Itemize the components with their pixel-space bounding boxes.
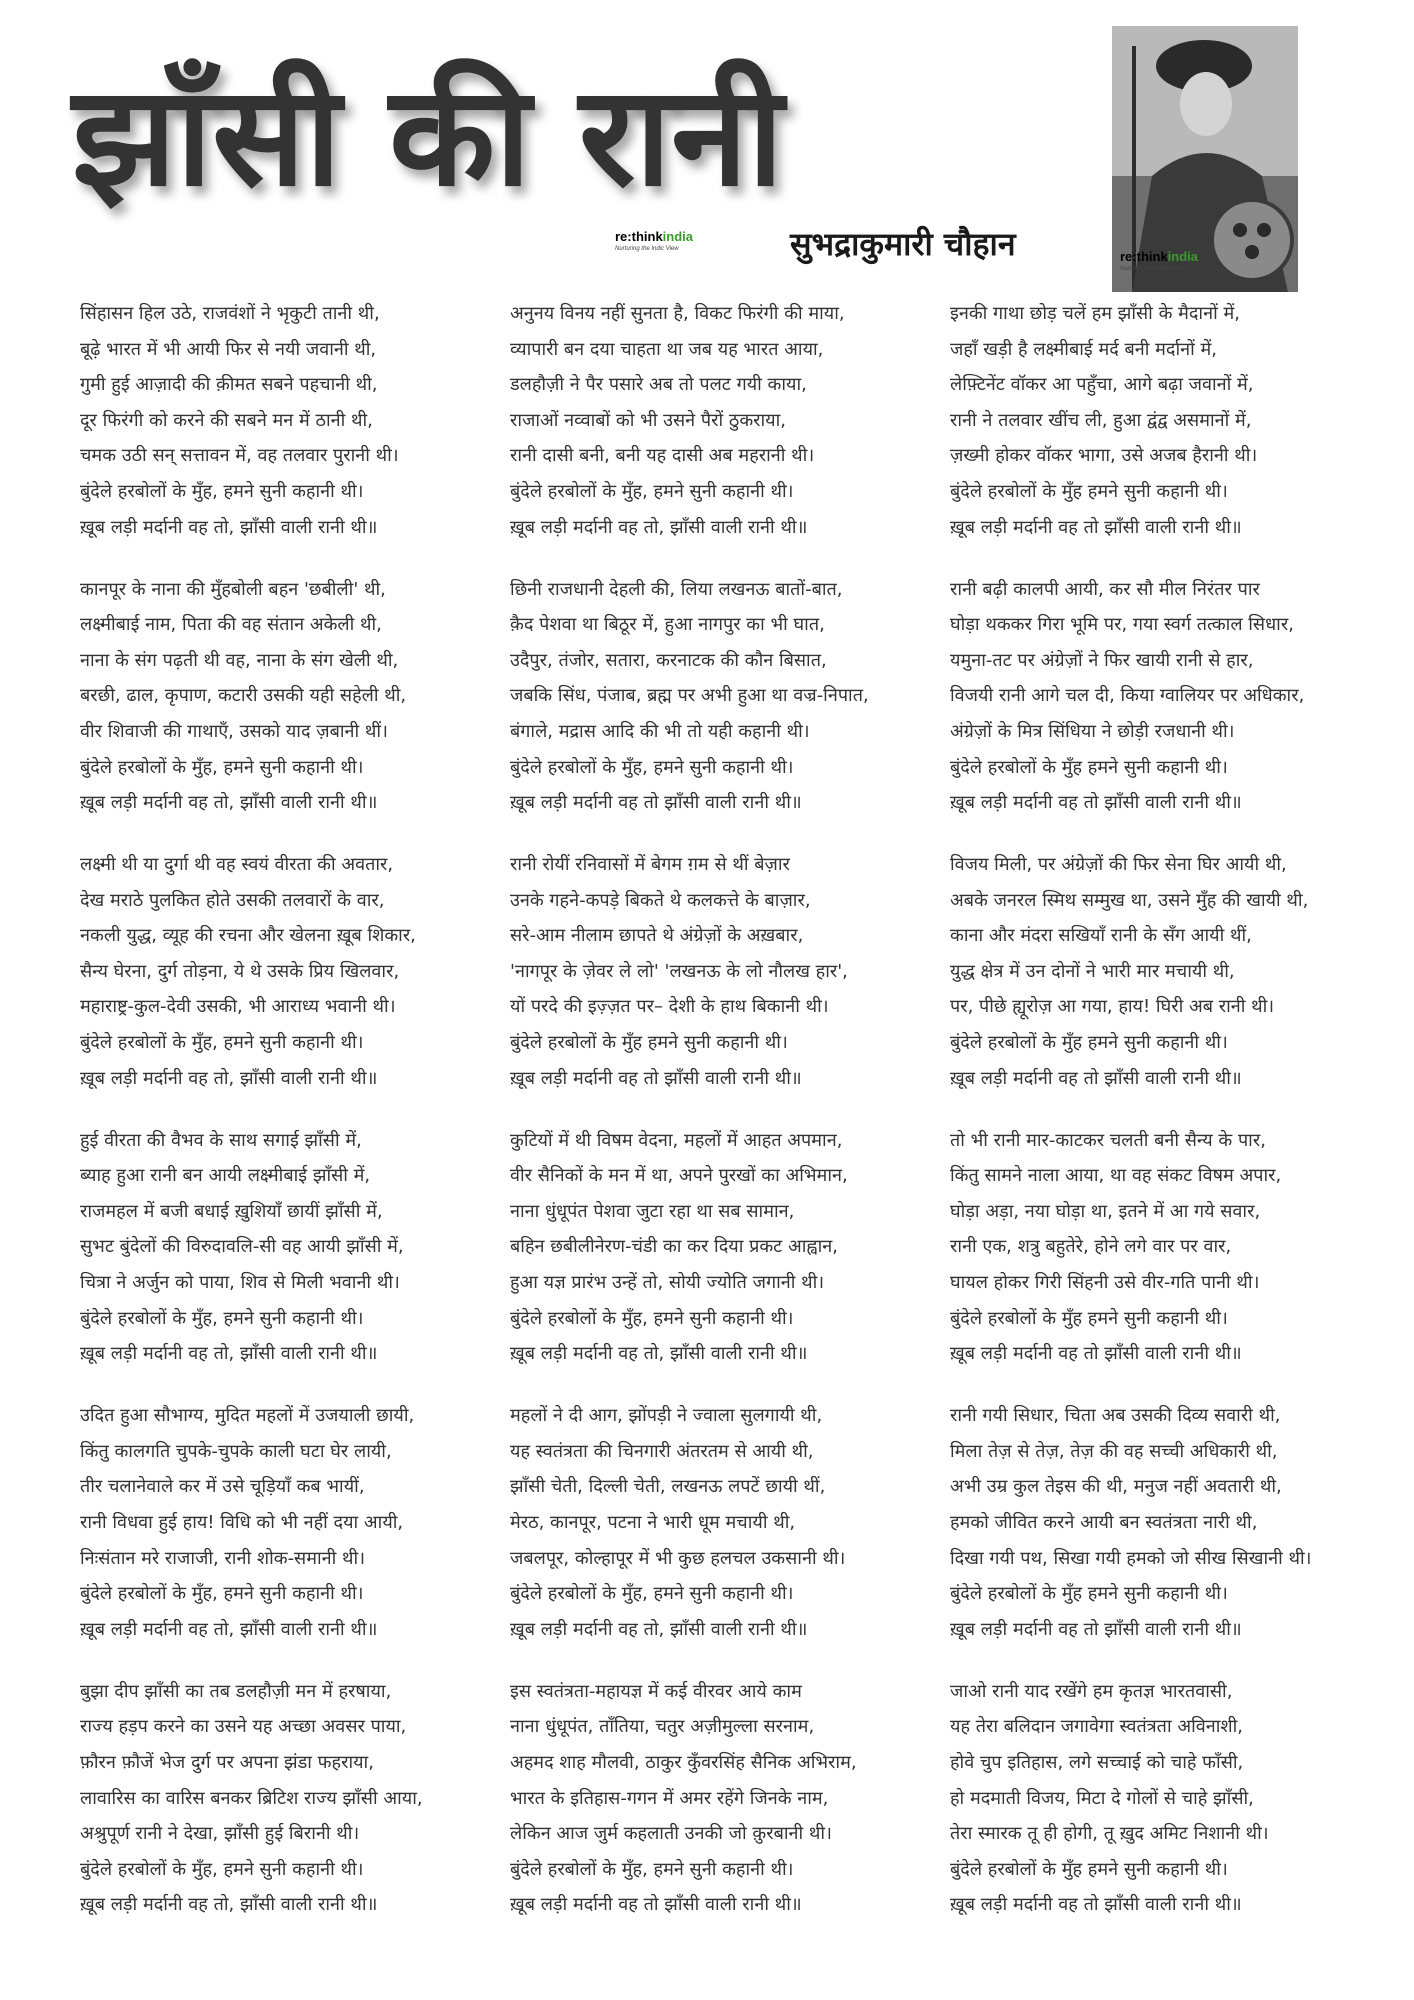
poem-line: व्यापारी बन दया चाहता था जब यह भारत आया, bbox=[510, 338, 824, 360]
stanza bbox=[80, 1398, 423, 1647]
poem-line: मिला तेज़ से तेज़, तेज़ की वह सच्ची अधिकारी थी, bbox=[950, 1440, 1278, 1462]
poem-line: चमक उठी सन् सत्तावन में, वह तलवार पुरानी थी। bbox=[80, 445, 399, 467]
poem-line: किंतु सामने नाला आया, था वह संकट विषम अपार, bbox=[950, 1165, 1282, 1187]
poem-line: यों परदे की इज़्ज़त पर– देशी के हाथ बिकानी थी। bbox=[510, 996, 829, 1018]
poem-line: लेकिन आज जुर्म कहलाती उनकी जो क़ुरबानी थी। bbox=[510, 1823, 832, 1845]
poem-line: वीर सैनिकों के मन में था, अपने पुरखों का अभिमान, bbox=[510, 1165, 848, 1187]
poem-line: बुंदेले हरबोलों के मुँह हमने सुनी कहानी थी। bbox=[950, 756, 1228, 778]
poem-line: सैन्य घेरना, दुर्ग तोड़ना, ये थे उसके प्रिय खिलवार, bbox=[80, 960, 400, 982]
stanza bbox=[80, 1123, 423, 1372]
poem-line: घायल होकर गिरी सिंहनी उसे वीर-गति पानी थी। bbox=[950, 1272, 1260, 1294]
poem-line: हमको जीवित करने आयी बन स्वतंत्रता नारी थी, bbox=[950, 1511, 1258, 1533]
poem-line: बुंदेले हरबोलों के मुँह, हमने सुनी कहानी थी। bbox=[510, 1307, 794, 1329]
poem-line: बुंदेले हरबोलों के मुँह, हमने सुनी कहानी थी। bbox=[80, 756, 364, 778]
poem-line: अबके जनरल स्मिथ सम्मुख था, उसने मुँह की खायी थी, bbox=[950, 889, 1309, 911]
poem-line: दूर फिरंगी को करने की सबने मन में ठानी थी, bbox=[80, 409, 373, 431]
poem-line: लक्ष्मीबाई नाम, पिता की वह संतान अकेली थी, bbox=[80, 614, 382, 636]
poem-line: रानी ने तलवार खींच ली, हुआ द्वंद्व असमानों में, bbox=[950, 409, 1252, 431]
poem-column-1 bbox=[80, 296, 423, 1949]
poem-line: घोड़ा अड़ा, नया घोड़ा था, इतने में आ गये सवार, bbox=[950, 1200, 1261, 1222]
poem-line: रानी गयी सिधार, चिता अब उसकी दिव्य सवारी थी, bbox=[950, 1405, 1281, 1427]
poem-line: विजयी रानी आगे चल दी, किया ग्वालियर पर अधिकार, bbox=[950, 685, 1305, 707]
poem-line: सरे-आम नीलाम छापते थे अंग्रेज़ों के अख़बार, bbox=[510, 925, 804, 947]
poem-line: नकली युद्ध, व्यूह की रचना और खेलना ख़ूब शिकार, bbox=[80, 925, 416, 947]
poem-line: ख़ूब लड़ी मर्दानी वह तो झाँसी वाली रानी थी॥ bbox=[510, 1894, 802, 1916]
poem-line: सिंहासन हिल उठे, राजवंशों ने भृकुटी तानी थी, bbox=[80, 303, 380, 324]
poem-line: डलहौज़ी ने पैर पसारे अब तो पलट गयी काया, bbox=[510, 374, 807, 396]
poem-line: लावारिस का वारिस बनकर ब्रिटिश राज्य झाँसी आया, bbox=[80, 1787, 423, 1809]
poem-title: झाँसी की रानी bbox=[72, 56, 784, 217]
rethink-india-logo bbox=[615, 230, 735, 264]
poem-line: ख़ूब लड़ी मर्दानी वह तो झाँसी वाली रानी थी॥ bbox=[950, 1618, 1242, 1640]
poem-line: पर, पीछे ह्यूरोज़ आ गया, हाय! घिरी अब रानी थी। bbox=[950, 996, 1275, 1018]
poem-line: विजय मिली, पर अंग्रेज़ों की फिर सेना घिर आयी थी, bbox=[950, 854, 1287, 876]
stanza bbox=[80, 572, 423, 821]
poem-line: ख़ूब लड़ी मर्दानी वह तो झाँसी वाली रानी थी॥ bbox=[950, 1894, 1242, 1916]
poem-line: बुंदेले हरबोलों के मुँह, हमने सुनी कहानी थी। bbox=[510, 1858, 794, 1880]
poem-line: ख़ूब लड़ी मर्दानी वह तो, झाँसी वाली रानी थी॥ bbox=[80, 792, 378, 814]
poem-line: 'नागपूर के ज़ेवर ले लो' 'लखनऊ के लो नौलख हार', bbox=[510, 960, 848, 982]
poem-line: छिनी राजधानी देहली की, लिया लखनऊ बातों-बात, bbox=[510, 578, 843, 600]
poem-line: राजाओं नव्वाबों को भी उसने पैरों ठुकराया, bbox=[510, 409, 786, 431]
logo-tagline: Nurturing the Indic View bbox=[615, 246, 679, 252]
poem-line: बुंदेले हरबोलों के मुँह हमने सुनी कहानी थी। bbox=[950, 1307, 1228, 1329]
poem-line: मेरठ, कानपूर, पटना ने भारी धूम मचायी थी, bbox=[510, 1511, 796, 1533]
poem-line: ख़ूब लड़ी मर्दानी वह तो झाँसी वाली रानी थी॥ bbox=[950, 1067, 1242, 1089]
poem-line: बुंदेले हरबोलों के मुँह हमने सुनी कहानी थी। bbox=[950, 1032, 1228, 1054]
stanza bbox=[950, 1123, 1311, 1372]
poem-line: ज़ख्मी होकर वॉकर भागा, उसे अजब हैरानी थी। bbox=[950, 445, 1258, 467]
poem-line: बुंदेले हरबोलों के मुँह हमने सुनी कहानी थी। bbox=[950, 480, 1228, 502]
poem-line: बुंदेले हरबोलों के मुँह, हमने सुनी कहानी थी। bbox=[80, 480, 364, 502]
poem-line: झाँसी चेती, दिल्ली चेती, लखनऊ लपटें छायी थीं, bbox=[510, 1476, 826, 1498]
poem-line: गुमी हुई आज़ादी की क़ीमत सबने पहचानी थी, bbox=[80, 374, 378, 396]
poem-line: होवे चुप इतिहास, लगे सच्चाई को चाहे फाँसी, bbox=[950, 1751, 1244, 1773]
poem-line: लक्ष्मी थी या दुर्गा थी वह स्वयं वीरता की अवतार, bbox=[80, 854, 394, 876]
poem-line: किंतु कालगति चुपके-चुपके काली घटा घेर लायी, bbox=[80, 1440, 392, 1462]
poem-line: रानी रोयीं रनिवासों में बेगम ग़म से थीं बेज़ार bbox=[510, 854, 790, 876]
poem-line: चित्रा ने अर्जुन को पाया, शिव से मिली भवानी थी। bbox=[80, 1272, 400, 1294]
poem-line: अश्रुपूर्ण रानी ने देखा, झाँसी हुई बिरानी थी। bbox=[80, 1823, 360, 1845]
poem-line: बुंदेले हरबोलों के मुँह, हमने सुनी कहानी थी। bbox=[80, 1583, 364, 1605]
poem-line: अनुनय विनय नहीं सुनता है, विकट फिरंगी की माया, bbox=[510, 303, 845, 324]
stanza bbox=[80, 1674, 423, 1923]
poem-line: तीर चलानेवाले कर में उसे चूड़ियाँ कब भायीं, bbox=[80, 1476, 365, 1498]
poem-line: रानी दासी बनी, बनी यह दासी अब महरानी थी। bbox=[510, 445, 815, 467]
poem-line: नाना के संग पढ़ती थी वह, नाना के संग खेली थी, bbox=[80, 649, 399, 671]
poem-line: ब्याह हुआ रानी बन आयी लक्ष्मीबाई झाँसी में, bbox=[80, 1165, 371, 1187]
poem-line: यमुना-तट पर अंग्रेज़ों ने फिर खायी रानी से हार, bbox=[950, 649, 1254, 671]
poem-line: यह तेरा बलिदान जगावेगा स्वतंत्रता अविनाशी, bbox=[950, 1716, 1244, 1738]
poem-line: बंगाले, मद्रास आदि की भी तो यही कहानी थी। bbox=[510, 720, 810, 742]
poem-line: बुंदेले हरबोलों के मुँह, हमने सुनी कहानी थी। bbox=[80, 1858, 364, 1880]
poem-line: ख़ूब लड़ी मर्दानी वह तो झाँसी वाली रानी थी॥ bbox=[950, 792, 1242, 814]
poem-column-3 bbox=[950, 296, 1311, 1949]
poem-line: उनके गहने-कपड़े बिकते थे कलकत्ते के बाज़ार, bbox=[510, 889, 811, 911]
poem-line: ख़ूब लड़ी मर्दानी वह तो, झाँसी वाली रानी थी॥ bbox=[80, 1343, 378, 1365]
poem-line: ख़ूब लड़ी मर्दानी वह तो झाँसी वाली रानी थी॥ bbox=[510, 792, 802, 814]
stanza bbox=[950, 572, 1311, 821]
poem-line: उदैपुर, तंजोर, सतारा, करनाटक की कौन बिसात, bbox=[510, 649, 827, 671]
poem-line: बुंदेले हरबोलों के मुँह हमने सुनी कहानी थी। bbox=[950, 1858, 1228, 1880]
poem-line: ख़ूब लड़ी मर्दानी वह तो झाँसी वाली रानी थी॥ bbox=[950, 516, 1242, 538]
poem-line: बुंदेले हरबोलों के मुँह, हमने सुनी कहानी थी। bbox=[510, 756, 794, 778]
logo-brand-dark: re:think bbox=[615, 229, 663, 244]
poem-line: अहमद शाह मौलवी, ठाकुर कुँवरसिंह सैनिक अभिराम, bbox=[510, 1751, 857, 1773]
logo-tagline: Nurturing the Indic View bbox=[1120, 266, 1184, 272]
poem-line: घोड़ा थककर गिरा भूमि पर, गया स्वर्ग तत्काल सिधार, bbox=[950, 614, 1294, 636]
poem-line: वीर शिवाजी की गाथाएँ, उसको याद ज़बानी थीं। bbox=[80, 720, 388, 742]
poem-line: फ़ौरन फ़ौजें भेज दुर्ग पर अपना झंडा फहराया, bbox=[80, 1751, 374, 1773]
poem-line: महाराष्ट्र-कुल-देवी उसकी, भी आराध्य भवानी थी। bbox=[80, 996, 396, 1018]
poem-line: जबकि सिंध, पंजाब, ब्रह्म पर अभी हुआ था वज्र-निपात, bbox=[510, 685, 869, 707]
stanza bbox=[510, 847, 869, 1096]
stanza bbox=[80, 296, 423, 545]
poem-line: बुंदेले हरबोलों के मुँह, हमने सुनी कहानी थी। bbox=[510, 1583, 794, 1605]
poem-line: भारत के इतिहास-गगन में अमर रहेंगे जिनके नाम, bbox=[510, 1787, 829, 1809]
poem-line: क़ैद पेशवा था बिठूर में, हुआ नागपुर का भी घात, bbox=[510, 614, 825, 636]
poem-line: बुझा दीप झाँसी का तब डलहौज़ी मन में हरषाया, bbox=[80, 1680, 392, 1702]
poem-line: ख़ूब लड़ी मर्दानी वह तो, झाँसी वाली रानी थी॥ bbox=[80, 1067, 378, 1089]
poem-line: बहिन छबीलीनेरण-चंडी का कर दिया प्रकट आह्वान, bbox=[510, 1236, 838, 1258]
poem-line: तो भी रानी मार-काटकर चलती बनी सैन्य के पार, bbox=[950, 1129, 1266, 1151]
poem-line: दिखा गयी पथ, सिखा गयी हमको जो सीख सिखानी थी। bbox=[950, 1547, 1312, 1569]
poem-line: इस स्वतंत्रता-महायज्ञ में कई वीरवर आये काम bbox=[510, 1680, 802, 1702]
poem-line: बुंदेले हरबोलों के मुँह, हमने सुनी कहानी थी। bbox=[80, 1307, 364, 1329]
poem-line: लेफ़्टिनेंट वॉकर आ पहुँचा, आगे बढ़ा जवानों में, bbox=[950, 374, 1254, 396]
poem-line: ख़ूब लड़ी मर्दानी वह तो, झाँसी वाली रानी थी॥ bbox=[80, 1894, 378, 1916]
poem-line: महलों ने दी आग, झोंपड़ी ने ज्वाला सुलगायी थी, bbox=[510, 1405, 823, 1427]
logo-brand-green: india bbox=[662, 229, 694, 244]
poem-line: सुभट बुंदेलों की विरुदावलि-सी वह आयी झाँसी में, bbox=[80, 1236, 404, 1258]
stanza bbox=[80, 847, 423, 1096]
poem-line: ख़ूब लड़ी मर्दानी वह तो झाँसी वाली रानी थी॥ bbox=[950, 1343, 1242, 1365]
stanza bbox=[510, 1674, 869, 1923]
poem-line: बुंदेले हरबोलों के मुँह हमने सुनी कहानी थी। bbox=[510, 1032, 788, 1054]
poem-line: ख़ूब लड़ी मर्दानी वह तो, झाँसी वाली रानी थी॥ bbox=[510, 1343, 808, 1365]
poem-line: बुंदेले हरबोलों के मुँह हमने सुनी कहानी थी। bbox=[950, 1583, 1228, 1605]
stanza bbox=[950, 296, 1311, 545]
poem-line: तेरा स्मारक तू ही होगी, तू ख़ुद अमिट निशानी थी। bbox=[950, 1823, 1269, 1845]
poem-line: ख़ूब लड़ी मर्दानी वह तो, झाँसी वाली रानी थी॥ bbox=[510, 516, 808, 538]
stanza bbox=[510, 1398, 869, 1647]
poem-line: नाना धुंधूपंत, ताँतिया, चतुर अज़ीमुल्ला सरनाम, bbox=[510, 1716, 815, 1738]
stanza bbox=[510, 1123, 869, 1372]
poem-line: जबलपूर, कोल्हापूर में भी कुछ हलचल उकसानी थी। bbox=[510, 1547, 846, 1569]
rethink-india-photo-logo bbox=[1120, 250, 1240, 284]
poem-line: उदित हुआ सौभाग्य, मुदित महलों में उजयाली छायी, bbox=[80, 1405, 415, 1427]
poem-line: नाना धुंधूपंत पेशवा जुटा रहा था सब सामान, bbox=[510, 1200, 795, 1222]
poem-line: जाओ रानी याद रखेंगे हम कृतज्ञ भारतवासी, bbox=[950, 1680, 1233, 1702]
poem-line: कानपूर के नाना की मुँहबोली बहन 'छबीली' थी, bbox=[80, 578, 386, 600]
stanza bbox=[950, 1674, 1311, 1923]
poem-line: निःसंतान मरे राजाजी, रानी शोक-समानी थी। bbox=[80, 1547, 366, 1569]
poem-column-2 bbox=[510, 296, 869, 1949]
poem-line: ख़ूब लड़ी मर्दानी वह तो, झाँसी वाली रानी थी॥ bbox=[80, 516, 378, 538]
poem-line: रानी एक, शत्रु बहुतेरे, होने लगे वार पर वार, bbox=[950, 1236, 1232, 1258]
poem-line: राजमहल में बजी बधाई ख़ुशियाँ छायीं झाँसी में, bbox=[80, 1200, 383, 1222]
poem-line: रानी विधवा हुई हाय! विधि को भी नहीं दया आयी, bbox=[80, 1511, 404, 1533]
poem-line: बूढ़े भारत में भी आयी फिर से नयी जवानी थी, bbox=[80, 338, 377, 360]
poem-line: ख़ूब लड़ी मर्दानी वह तो, झाँसी वाली रानी थी॥ bbox=[510, 1618, 808, 1640]
poet-name: सुभद्राकुमारी चौहान bbox=[790, 225, 1016, 263]
stanza bbox=[510, 572, 869, 821]
poem-line: देख मराठे पुलकित होते उसकी तलवारों के वार, bbox=[80, 889, 385, 911]
poem-line: हुई वीरता की वैभव के साथ सगाई झाँसी में, bbox=[80, 1129, 362, 1151]
poem-line: अंग्रेज़ों के मित्र सिंधिया ने छोड़ी रजधानी थी। bbox=[950, 720, 1235, 742]
poem-line: हुआ यज्ञ प्रारंभ उन्हें तो, सोयी ज्योति जगानी थी। bbox=[510, 1272, 825, 1294]
poem-line: रानी बढ़ी कालपी आयी, कर सौ मील निरंतर पार bbox=[950, 578, 1260, 600]
poem-line: बुंदेले हरबोलों के मुँह, हमने सुनी कहानी थी। bbox=[510, 480, 794, 502]
stanza bbox=[950, 1398, 1311, 1647]
logo-brand-dark: re:think bbox=[1120, 249, 1168, 264]
poem-line: जहाँ खड़ी है लक्ष्मीबाई मर्द बनी मर्दानों में, bbox=[950, 338, 1217, 360]
poem-line: बरछी, ढाल, कृपाण, कटारी उसकी यही सहेली थी, bbox=[80, 685, 407, 707]
poem-line: राज्य हड़प करने का उसने यह अच्छा अवसर पाया, bbox=[80, 1716, 407, 1738]
poem-line: ख़ूब लड़ी मर्दानी वह तो, झाँसी वाली रानी थी॥ bbox=[80, 1618, 378, 1640]
stanza bbox=[510, 296, 869, 545]
poem-line: अभी उम्र कुल तेइस की थी, मनुज नहीं अवतारी थी, bbox=[950, 1476, 1282, 1498]
poem-line: युद्ध क्षेत्र में उन दोनों ने भारी मार मचायी थी, bbox=[950, 960, 1235, 982]
poem-line: बुंदेले हरबोलों के मुँह, हमने सुनी कहानी थी। bbox=[80, 1032, 364, 1054]
poem-line: कुटियों में थी विषम वेदना, महलों में आहत अपमान, bbox=[510, 1129, 843, 1151]
poem-line: काना और मंदरा सखियाँ रानी के सँग आयी थीं, bbox=[950, 925, 1252, 947]
stanza bbox=[950, 847, 1311, 1096]
poem-line: इनकी गाथा छोड़ चलें हम झाँसी के मैदानों में, bbox=[950, 303, 1240, 324]
poem-line: ख़ूब लड़ी मर्दानी वह तो झाँसी वाली रानी थी॥ bbox=[510, 1067, 802, 1089]
logo-brand-green: india bbox=[1167, 249, 1199, 264]
poem-line: हो मदमाती विजय, मिटा दे गोलों से चाहे झाँसी, bbox=[950, 1787, 1254, 1809]
poem-line: यह स्वतंत्रता की चिनगारी अंतरतम से आयी थी, bbox=[510, 1440, 814, 1462]
